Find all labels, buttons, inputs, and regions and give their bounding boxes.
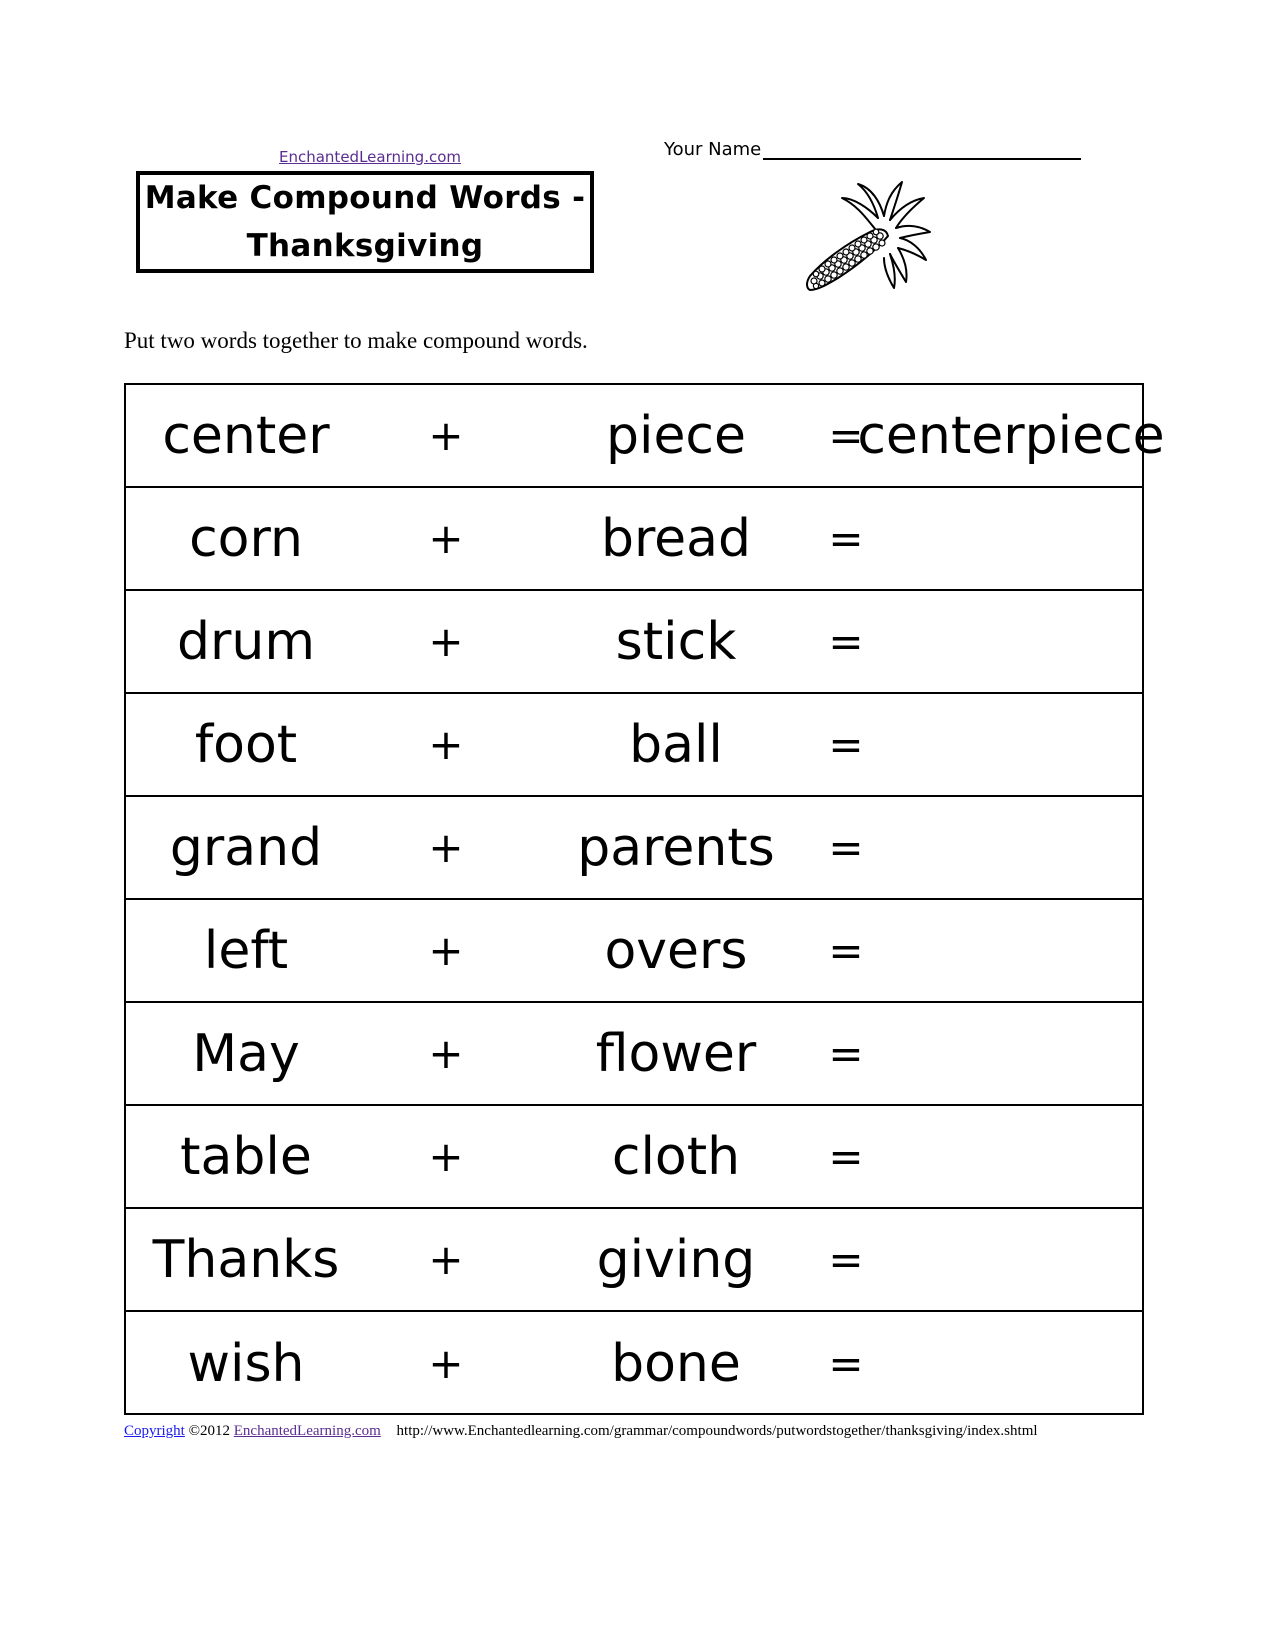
second-word: parents (577, 817, 775, 878)
footer (124, 1423, 1038, 1440)
equals-sign: = (828, 823, 864, 872)
table-row (126, 694, 1142, 797)
plus-sign: + (428, 1339, 464, 1388)
first-word: wish (187, 1333, 305, 1394)
second-word: ball (629, 714, 723, 775)
first-word: grand (169, 817, 323, 878)
plus-sign: + (428, 617, 464, 666)
equals-sign: = (828, 720, 864, 769)
plus-sign: + (428, 1029, 464, 1078)
copyright-year: ©2012 (188, 1423, 230, 1439)
title-box (136, 171, 594, 273)
first-word: foot (194, 714, 298, 775)
second-word: bread (600, 508, 752, 569)
answer-field[interactable] (896, 1003, 1126, 1104)
table-row (126, 797, 1142, 900)
equals-sign: = (828, 514, 864, 563)
name-label: Your Name (664, 139, 762, 160)
first-word: corn (189, 508, 303, 569)
plus-sign: + (428, 411, 464, 460)
equals-sign: = (828, 1029, 864, 1078)
second-word: giving (596, 1229, 756, 1290)
table-row (126, 1209, 1142, 1312)
table-row (126, 900, 1142, 1003)
answer-field[interactable] (896, 1106, 1126, 1207)
table-row (126, 1106, 1142, 1209)
site-link-top[interactable]: EnchantedLearning.com (279, 148, 461, 166)
footer-site-link[interactable]: EnchantedLearning.com (233, 1423, 381, 1439)
first-word: left (203, 920, 289, 981)
equals-sign: = (828, 1132, 864, 1181)
answer-field[interactable] (896, 591, 1126, 692)
equals-sign: = (828, 617, 864, 666)
table-row (126, 488, 1142, 591)
plus-sign: + (428, 514, 464, 563)
answer-field[interactable] (896, 1312, 1126, 1415)
compound-words-table (124, 383, 1165, 1415)
answer-field[interactable] (896, 694, 1126, 795)
equals-sign: = (828, 1339, 864, 1388)
instructions-text: Put two words together to make compound words. (124, 328, 588, 353)
second-word: flower (595, 1023, 757, 1084)
equals-sign: = (828, 926, 864, 975)
equals-sign: = (828, 411, 864, 460)
second-word: piece (605, 405, 747, 466)
plus-sign: + (428, 1132, 464, 1181)
plus-sign: + (428, 926, 464, 975)
equals-sign: = (828, 1235, 864, 1284)
page-url: http://www.Enchantedlearning.com/grammar/compoundwords/putwordstogether/thanksgiving/index.shtml (396, 1423, 1038, 1439)
second-word: stick (615, 611, 737, 672)
plus-sign: + (428, 720, 464, 769)
first-word: drum (177, 611, 315, 672)
second-word: overs (604, 920, 748, 981)
name-blank-line[interactable] (763, 138, 1081, 160)
corn-icon (798, 178, 942, 298)
answer-field[interactable] (896, 797, 1126, 898)
table-row (126, 1312, 1142, 1415)
answer-field[interactable] (896, 1209, 1126, 1310)
plus-sign: + (428, 823, 464, 872)
first-word: May (192, 1023, 300, 1084)
second-word: bone (611, 1333, 741, 1394)
first-word: Thanks (152, 1229, 340, 1290)
worksheet-title (145, 174, 586, 270)
answer-field[interactable] (896, 900, 1126, 1001)
table-row (126, 385, 1165, 488)
title-line-1: Make Compound Words - (144, 180, 586, 216)
name-field (664, 138, 1081, 160)
title-line-2: Thanksgiving (246, 228, 484, 264)
table-row (126, 591, 1142, 694)
table-row (126, 1003, 1142, 1106)
copyright-link[interactable]: Copyright (124, 1423, 185, 1439)
first-word: center (162, 405, 330, 466)
plus-sign: + (428, 1235, 464, 1284)
first-word: table (180, 1126, 312, 1187)
answer-field[interactable] (896, 488, 1126, 589)
second-word: cloth (611, 1126, 741, 1187)
answer-field[interactable]: centerpiece (857, 405, 1165, 466)
